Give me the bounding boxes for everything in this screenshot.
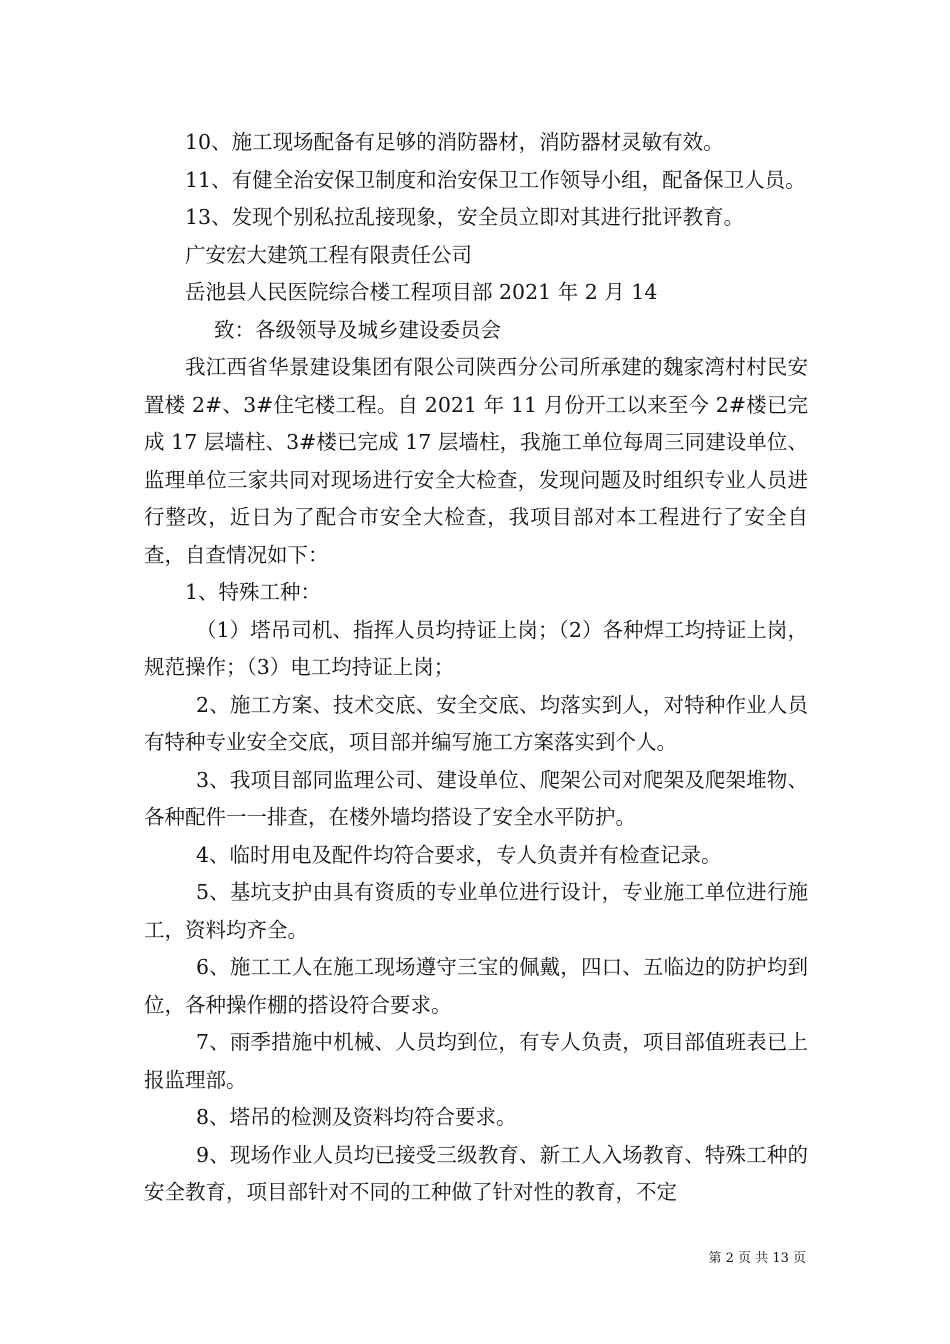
section-special-trades: 1、特殊工种：	[185, 580, 322, 604]
paragraph-item-7: 7、雨季措施中机械、人员均到位，有专人负责，项目部值班表已上报监理部。	[144, 1030, 808, 1092]
paragraph-item-9: 9、现场作业人员均已接受三级教育、新工人入场教育、特殊工种的安全教育，项目部针对不同的工种做了针对性的教育，不定	[144, 1142, 808, 1204]
paragraph-item-3: 3、我项目部同监理公司、建设单位、爬架公司对爬架及爬架堆物、各种配件一一排查，在楼外墙均搭设了安全水平防护。	[144, 767, 808, 829]
paragraph-item-6: 6、施工工人在施工现场遵守三宝的佩戴，四口、五临边的防护均到位，各种操作棚的搭设符合要求。	[144, 955, 808, 1017]
paragraph-item-4: 4、临时用电及配件均符合要求，专人负责并有检查记录。	[196, 842, 722, 867]
special-trades-detail: （1）塔吊司机、指挥人员均持证上岗；（2）各种焊工均持证上岗，规范操作；（3）电工均持证上岗；	[144, 617, 808, 679]
paragraph-item-10: 10、施工现场配备有足够的消防器材，消防器材灵敏有效。	[185, 130, 724, 154]
paragraph-item-11: 11、有健全治安保卫制度和治安保卫工作领导小组，配备保卫人员。	[185, 167, 806, 192]
paragraph-item-2: 2、施工方案、技术交底、安全交底、均落实到人，对特种作业人员有特种专业安全交底，项目部并编写施工方案落实到个人。	[144, 692, 808, 754]
company-name: 广安宏大建筑工程有限责任公司	[185, 242, 472, 267]
paragraph-item-8: 8、塔吊的检测及资料均符合要求。	[196, 1105, 517, 1129]
page-number-footer: 第 2 页 共 13 页	[708, 1251, 806, 1266]
letter-greeting: 致：各级领导及城乡建设委员会	[214, 317, 501, 342]
paragraph-item-5: 5、基坑支护由具有资质的专业单位进行设计，专业施工单位进行施工，资料均齐全。	[144, 880, 808, 942]
paragraph-item-13: 13、发现个别私拉乱接现象，安全员立即对其进行批评教育。	[185, 205, 745, 229]
project-dept-date: 岳池县人民医院综合楼工程项目部 2021 年 2 月 14	[185, 280, 658, 304]
document-body	[144, 124, 808, 1212]
letter-intro-paragraph: 我江西省华景建设集团有限公司陕西分公司所承建的魏家湾村村民安置楼 2#、3#住宅楼工程。自 2021 年 11 月份开工以来至今 2#楼已完成 17 层墙柱、3#楼已完成 17 层墙柱，我施工单位每周三同建设单位、监理单位三家共同对现场进行安全大检查，发现问题及时组织专业人员进行整改，近日为了配合市安全大检查，我项目部对本工程进行了安全自查，自查情况如下：	[144, 355, 808, 567]
